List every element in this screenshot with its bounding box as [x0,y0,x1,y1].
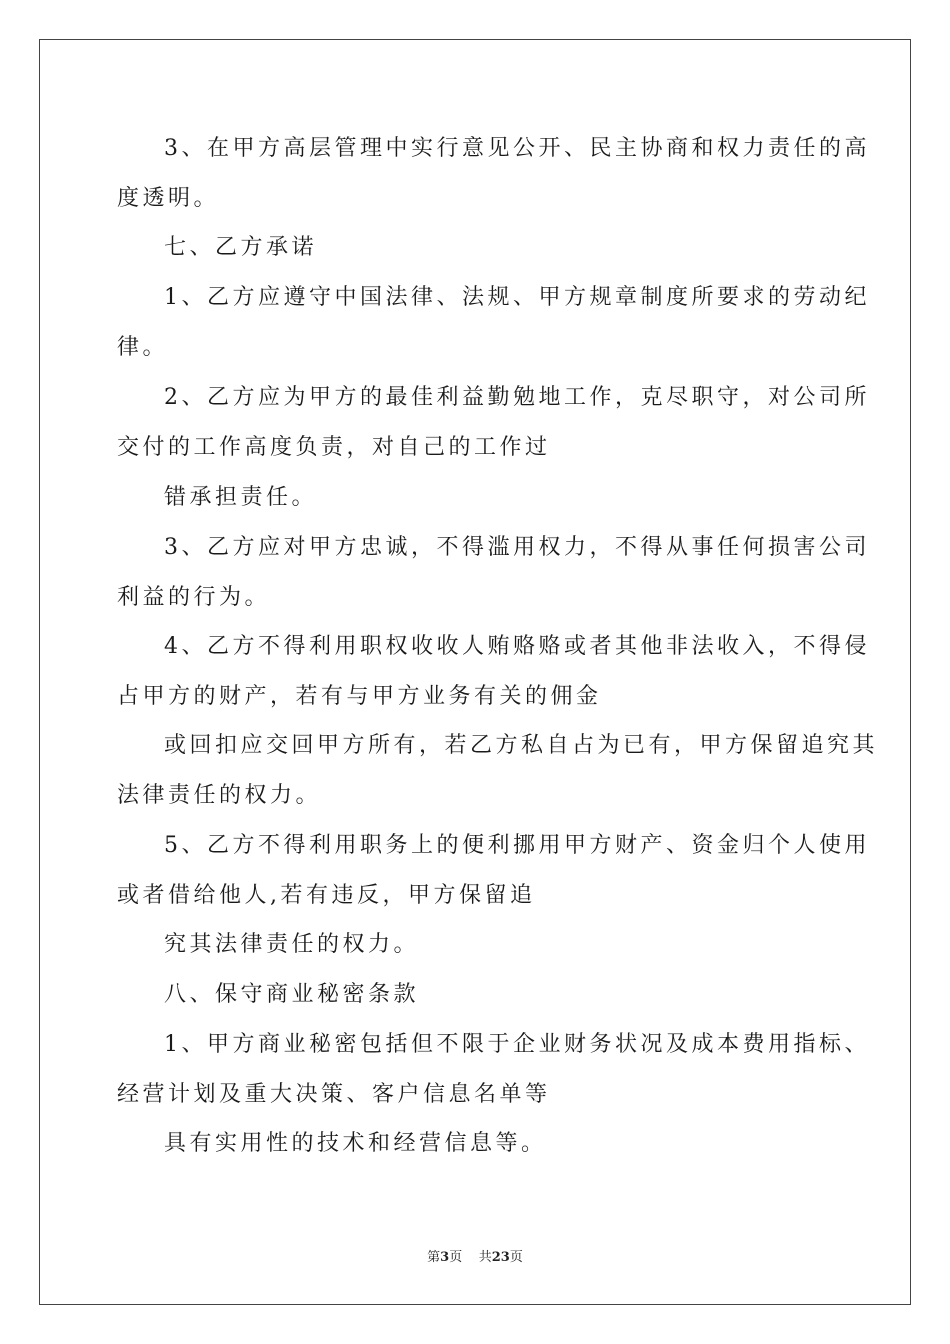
text-line: 3、乙方应对甲方忠诚，不得滥用权力，不得从事任何损害公司 [164,535,870,560]
text-line: 1、乙方应遵守中国法律、法规、甲方规章制度所要求的劳动纪 [164,285,870,310]
text-line: 经营计划及重大决策、客户信息名单等 [117,1082,551,1107]
text-line: 交付的工作高度负责，对自己的工作过 [117,435,551,460]
page-current: 3 [440,1250,450,1265]
text-line: 具有实用性的技术和经营信息等。 [164,1131,547,1156]
text-line: 2、乙方应为甲方的最佳利益勤勉地工作，克尽职守，对公司所 [164,385,870,410]
text-line: 度透明。 [117,186,220,211]
text-line: 利益的行为。 [117,585,271,610]
text-line: 律。 [117,335,169,360]
page-total: 23 [491,1250,510,1265]
text-line: 或回扣应交回甲方所有，若乙方私自占为已有，甲方保留追究其 [164,733,879,758]
total-suffix: 页 [509,1250,523,1265]
total-prefix: 共 [478,1250,492,1265]
text-line: 法律责任的权力。 [117,783,322,808]
text-line: 究其法律责任的权力。 [164,932,420,957]
text-line: 七、乙方承诺 [164,235,318,260]
text-line: 或者借给他人,若有违反，甲方保留追 [117,883,536,908]
text-line: 1、甲方商业秘密包括但不限于企业财务状况及成本费用指标、 [164,1032,870,1057]
page-prefix: 第 [427,1250,441,1265]
text-line: 错承担责任。 [164,485,318,510]
text-line: 八、保守商业秘密条款 [164,982,420,1007]
text-line: 4、乙方不得利用职权收收人贿赂赂或者其他非法收入，不得侵 [164,634,870,659]
text-line: 5、乙方不得利用职务上的便利挪用甲方财产、资金归个人使用 [164,833,870,858]
text-line: 占甲方的财产，若有与甲方业务有关的佣金 [117,684,602,709]
page-border [39,39,911,1305]
page-suffix: 页 [449,1250,463,1265]
page-footer [0,1246,950,1265]
text-line: 3、在甲方高层管理中实行意见公开、民主协商和权力责任的高 [164,136,870,161]
